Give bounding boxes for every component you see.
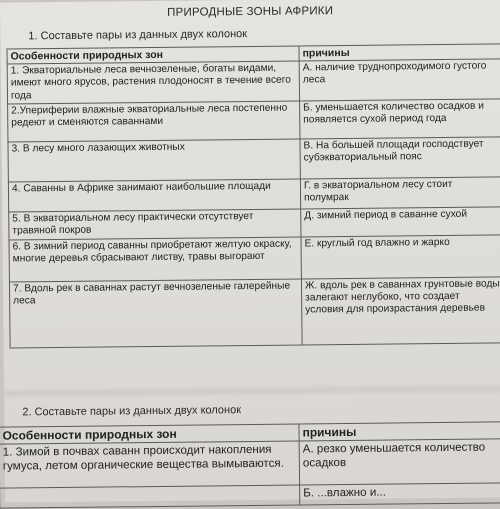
table-row (0, 439, 500, 488)
header-features: Особенности природных зон (0, 424, 299, 444)
feature-cell: 3. В лесу много лазающих животных (8, 139, 300, 182)
table-row (8, 137, 500, 182)
reason-cell: Д. зимний период в саванне сухой (301, 207, 500, 237)
feature-cell: 1. Экваториальные леса вечнозеленые, богаты видами, имеют много ярусов, растения плодоносят в течение всего года (7, 61, 299, 104)
feature-cell (0, 485, 300, 508)
feature-cell: 2.Упериферии влажные экваториальные леса постепенно редеют и сменяются саваннами (8, 101, 300, 142)
table-row (9, 277, 500, 348)
reason-cell: А. резко уменьшается количество осадков (299, 439, 500, 485)
header-reasons: причины (299, 422, 500, 441)
reason-cell: В. На большей площади господствует субэкваториальный пояс (300, 137, 500, 179)
reason-cell: А. наличие труднопроходимого густого леса (299, 59, 500, 101)
reason-cell: Ж. вдоль рек в саваннах грунтовые воды залегают неглубоко, что создает условия для произрастания деревьев (301, 277, 500, 345)
task-1-heading: 1. Составьте пары из данных двух колонок (28, 28, 248, 43)
feature-cell: 7. Вдоль рек в саваннах растут вечнозеленые галерейные леса (9, 279, 302, 348)
task-1-table (6, 43, 500, 348)
task-2-heading: 2. Составьте пары из данных двух колонок (22, 404, 242, 419)
reason-cell: Б. уменьшается количество осадков и появляется сухой период года (300, 99, 500, 139)
table-row (0, 483, 500, 508)
feature-cell: 5. В экваториальном лесу практически отсутствует травяной покров (9, 209, 301, 240)
feature-cell: 1. Зимой в почвах саванн происходит накопления гумуса, летом органические вещества вымываются. (0, 441, 300, 488)
page-fold-shadow (4, 382, 500, 399)
header-reasons: причины (299, 44, 500, 61)
reason-cell: Е. круглый год влажно и жарко (301, 235, 500, 279)
header-features: Особенности природных зон (7, 46, 299, 64)
reason-cell: Г. в экваториальном лесу стоит полумрак (300, 177, 500, 209)
task-2-table (0, 421, 500, 508)
feature-cell: 6. В зимний период саванны приобретают желтую окраску, многие деревья сбрасывают листву, травы выгорают (9, 237, 301, 282)
table-row (8, 99, 500, 142)
table-row (9, 235, 500, 282)
reason-cell: Б. ...влажно и... (300, 483, 500, 505)
feature-cell: 4. Саванны в Африке занимают наибольшие площади (8, 179, 300, 212)
page-title: ПРИРОДНЫЕ ЗОНЫ АФРИКИ (167, 5, 334, 19)
table-row (7, 59, 500, 104)
